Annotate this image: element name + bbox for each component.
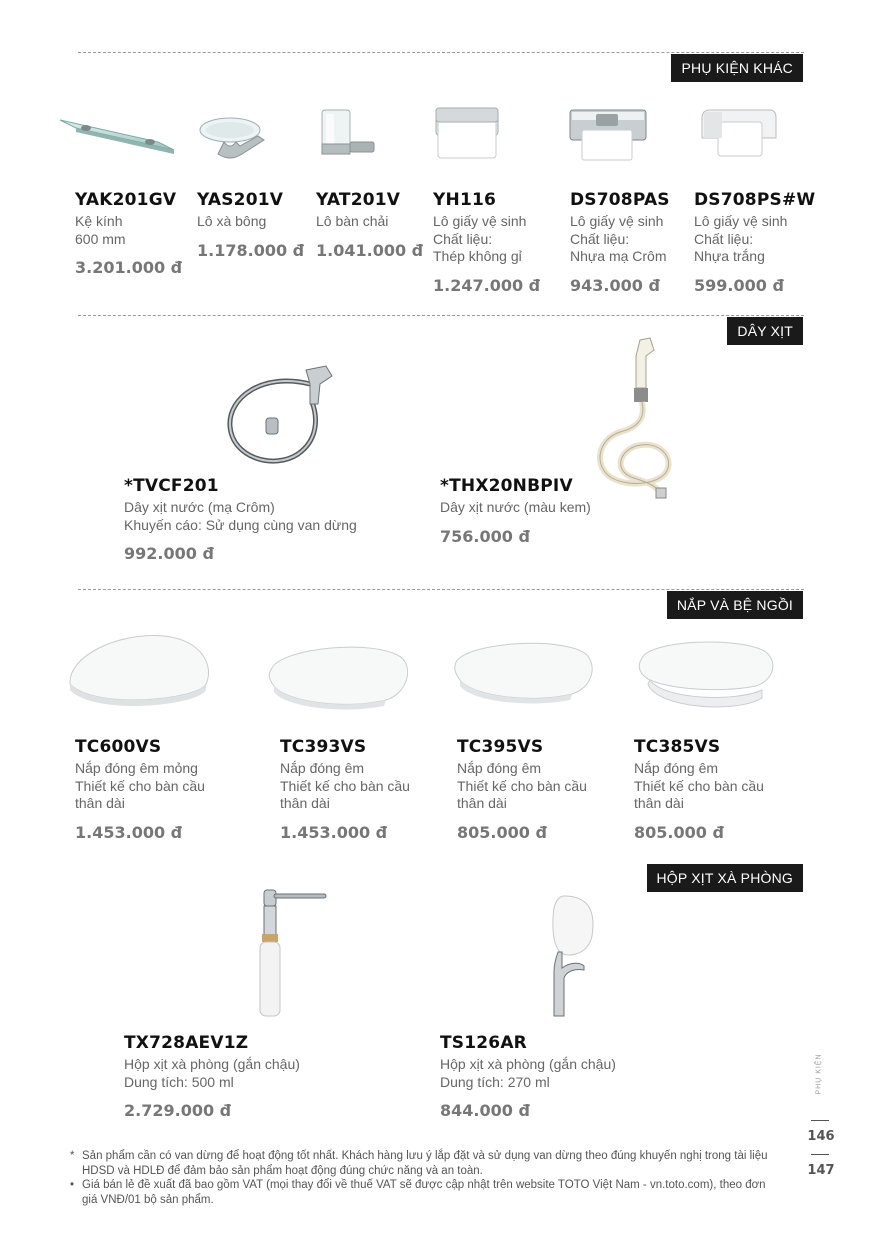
product-desc: Nắp đóng êm Thiết kế cho bàn cầu thân dài (280, 760, 410, 811)
product-code: YAK201GV (75, 190, 177, 210)
soap-dish-image (196, 112, 272, 164)
product-yas201v (197, 190, 304, 260)
product-price: 756.000 đ (440, 526, 530, 546)
product-code: YH116 (433, 190, 497, 210)
product-desc: Kệ kính 600 mm (75, 213, 126, 247)
product-ts126ar (440, 1033, 616, 1120)
product-price: 2.729.000 đ (124, 1101, 232, 1120)
product-code: TC393VS (280, 737, 367, 757)
product-price: 1.453.000 đ (75, 822, 183, 842)
page-number-right: 147 (807, 1163, 835, 1178)
product-desc: Dây xịt nước (màu kem) (440, 499, 591, 515)
product-price: 844.000 đ (440, 1101, 530, 1120)
section-divider (78, 315, 804, 316)
footnotes (70, 1149, 770, 1207)
section-tag-nap-be-ngoi: NẮP VÀ BỆ NGỒI (667, 591, 803, 619)
toilet-seat-image (636, 636, 778, 716)
footnote: • Giá bán lẻ đề xuất đã bao gồm VAT (mọi thay đổi về thuế VAT sẽ được cập nhật trên website TOTO Việt Nam - vn.toto.com), theo đơn giá VNĐ/01 bộ sản phẩm. (70, 1179, 766, 1206)
paper-holder-chrome-image (568, 104, 648, 164)
product-code: TC385VS (634, 737, 721, 757)
product-yh116 (433, 190, 540, 295)
product-code: TC600VS (75, 737, 162, 757)
section-tag-hop-xit: HỘP XỊT XÀ PHÒNG (647, 864, 804, 892)
product-desc: Hộp xịt xà phòng (gắn chậu) Dung tích: 500 ml (124, 1056, 300, 1090)
product-code: TC395VS (457, 737, 544, 757)
product-code: DS708PAS (570, 190, 670, 210)
product-desc: Hộp xịt xà phòng (gắn chậu) Dung tích: 270 ml (440, 1056, 616, 1090)
toilet-seat-image (452, 636, 598, 708)
product-desc: Lô giấy vệ sinh Chất liệu: Nhựa trắng (694, 213, 788, 264)
product-desc: Dây xịt nước (mạ Crôm) Khuyến cáo: Sử dụng cùng van dừng (124, 499, 357, 533)
section-tag-day-xit: DÂY XỊT (727, 317, 803, 345)
page-divider (811, 1154, 829, 1155)
footnote: * Sản phẩm cần có van dừng để hoạt động tốt nhất. Khách hàng lưu ý lắp đặt và sử dụng van dừng theo đúng khuyến nghị trong tài liệu HDSD và HDLĐ để đảm bảo sản phẩm hoạt động đúng chức năng và an toàn. (70, 1150, 768, 1177)
page-number-left: 146 (807, 1129, 835, 1144)
product-tc393vs (280, 737, 410, 842)
product-price: 1.041.000 đ (316, 240, 424, 260)
product-yat201v (316, 190, 423, 260)
product-code: TX728AEV1Z (124, 1033, 249, 1053)
product-desc: Nắp đóng êm Thiết kế cho bàn cầu thân dài (634, 760, 764, 811)
section-tag-phu-kien-khac: PHỤ KIỆN KHÁC (671, 54, 803, 82)
cream-spray-hose-image (590, 328, 690, 508)
toilet-seat-image (64, 628, 214, 712)
product-code: *THX20NBPIV (440, 476, 573, 496)
product-thx20nbpiv (440, 476, 591, 546)
product-price: 599.000 đ (694, 275, 784, 295)
product-ds708ps-w (694, 190, 815, 295)
glass-shelf-image (58, 108, 176, 158)
product-yak201gv (75, 190, 182, 277)
section-divider (78, 52, 804, 53)
product-code: YAT201V (316, 190, 401, 210)
product-tc385vs (634, 737, 764, 842)
product-desc: Nắp đóng êm Thiết kế cho bàn cầu thân dài (457, 760, 587, 811)
product-code: *TVCF201 (124, 476, 219, 496)
product-price: 1.453.000 đ (280, 822, 388, 842)
product-code: YAS201V (197, 190, 284, 210)
product-price: 992.000 đ (124, 544, 214, 563)
product-price: 805.000 đ (457, 822, 547, 842)
product-desc: Lô giấy vệ sinh Chất liệu: Nhựa mạ Crôm (570, 213, 667, 264)
product-price: 943.000 đ (570, 275, 660, 295)
paper-holder-white-image (696, 104, 780, 160)
product-ds708pas (570, 190, 670, 295)
chrome-spray-hose-image (222, 362, 338, 474)
paper-holder-steel-image (432, 104, 502, 162)
product-code: TS126AR (440, 1033, 527, 1053)
product-desc: Nắp đóng êm mỏng Thiết kế cho bàn cầu thân dài (75, 760, 205, 811)
section-divider (78, 589, 804, 590)
product-price: 1.178.000 đ (197, 240, 305, 260)
product-price: 1.247.000 đ (433, 275, 541, 295)
product-tvcf201 (124, 476, 357, 563)
product-desc: Lô giấy vệ sinh Chất liệu: Thép không gỉ (433, 213, 527, 264)
soap-dispenser-500ml-image (254, 886, 334, 1022)
soap-dispenser-270ml-image (530, 892, 598, 1022)
product-tx728aev1z (124, 1033, 300, 1120)
product-desc: Lô xà bông (197, 213, 267, 229)
product-tc395vs (457, 737, 587, 842)
product-code: DS708PS#W (694, 190, 816, 210)
side-section-label: PHỤ KIỆN (815, 1053, 823, 1095)
product-tc600vs (75, 737, 205, 842)
product-price: 3.201.000 đ (75, 258, 183, 277)
page-divider (811, 1120, 829, 1121)
toilet-seat-image (266, 638, 414, 712)
product-desc: Lô bàn chải (316, 213, 389, 229)
product-price: 805.000 đ (634, 822, 724, 842)
tumbler-holder-image (316, 106, 378, 168)
